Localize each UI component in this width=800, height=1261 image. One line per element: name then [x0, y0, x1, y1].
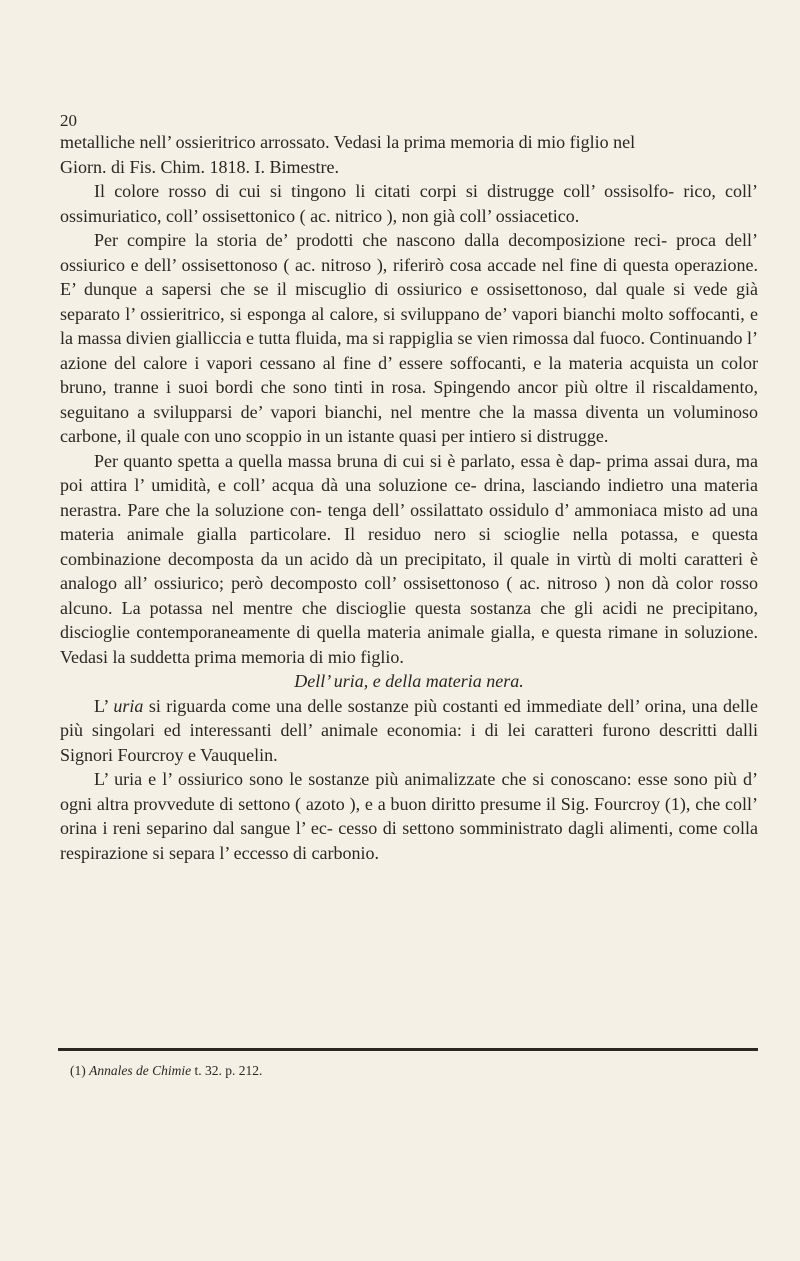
footnote — [70, 1062, 262, 1080]
paragraph-red-color: Il colore rosso di cui si tingono li citati corpi si distrugge coll’ ossisolfo- rico, coll’ ossimuriatico, coll’ ossisettonico ( ac. nitrico ), non già coll’ ossiacetico. — [60, 181, 758, 226]
main-text — [60, 130, 758, 865]
uria-rest: si riguarda come una delle sostanze più costanti ed immediate dell’ orina, una delle più singolari ed interessanti dell’ animale economia: i di lei caratteri furono descritti dalli Signori Fourcroy e Vauquelin. — [60, 695, 758, 765]
page-number: 20 — [60, 111, 77, 130]
footnote-journal: Annales de Chimie — [89, 1063, 192, 1078]
paragraph-continuation-line1: metalliche nell’ ossieritrico arrossato. Vedasi la prima memoria di mio figlio nel — [60, 132, 636, 152]
paragraph-brown-mass: Per quanto spetta a quella massa bruna di cui si è parlato, essa è dap- prima assai dura, ma poi attira l’ umidità, e coll’ acqua dà una soluzione ce- drina, lasciando indietro una materia nerastra. Pare che la soluzione con- tenga dell’ ossilattato ossidulo d’ ammoniaca misto ad una materia animale gialla particolare. Il residuo nero si scioglie nella potassa, e questa combinazione decomposta da un acido dà un precipitato, il quale in virtù di molti caratteri è analogo all’ ossiurico; però decomposto coll’ ossisettonoso ( ac. nitroso ) non dà color rosso alcuno. La potassa nel mentre che discioglie questa sostanza che gli acidi ne precipitano, discioglie contemporaneamente di quella materia animale gialla, e questa rimane in soluzione. Vedasi la suddetta prima memoria di mio figlio. — [60, 450, 758, 667]
paragraph-animalized: L’ uria e l’ ossiurico sono le sostanze più animalizzate che si conoscano: esse sono più d’ ogni altra provvedute di settono ( azoto ), e a buon diritto presume il Sig. Fourcroy (1), che coll’ orina i reni separino dal sangue l’ ec- cesso di settono somministrato dagli alimenti, come colla respirazione si separa l’ eccesso di carbonio. — [60, 769, 758, 863]
section-heading: Dell’ uria, e della materia nera. — [294, 671, 524, 691]
paragraph-decomposition: Per compire la storia de’ prodotti che nascono dalla decomposizione reci- proca dell’ ossiurico e dell’ ossisettonoso ( ac. nitroso ), riferirò cosa accade nel fine di questa operazione. E’ dunque a sapersi che se il miscuglio di ossiurico e ossisettonoso, dal quale si vede già separato l’ ossieritrico, si esponga al calore, si sviluppano de’ vapori bianchi molto soffocanti, e la massa divien gialliccia e tutta fluida, ma si rappiglia se vien rimossa dal fuoco. Continuando l’ azione del calore i vapori cessano al fine d’ essere soffocanti, e la materia acquista un color bruno, tranne i suoi bordi che sono tinti in rosa. Spingendo ancor più oltre il riscaldamento, seguitano a svilupparsi de’ vapori bianchi, nel mentre che la massa diventa un voluminoso carbone, il quale con uno scoppio in un istante quasi per intiero si distrugge. — [60, 230, 758, 446]
footnote-marker: (1) — [70, 1063, 90, 1078]
paragraph-continuation-line2: Giorn. di Fis. Chim. 1818. I. Bimestre. — [60, 156, 339, 177]
uria-prefix: L’ — [94, 695, 114, 716]
uria-term: uria — [113, 695, 144, 716]
footnote-divider — [58, 1048, 758, 1051]
footnote-citation: t. 32. p. 212. — [191, 1063, 263, 1078]
paragraph-uria-intro — [60, 694, 758, 768]
